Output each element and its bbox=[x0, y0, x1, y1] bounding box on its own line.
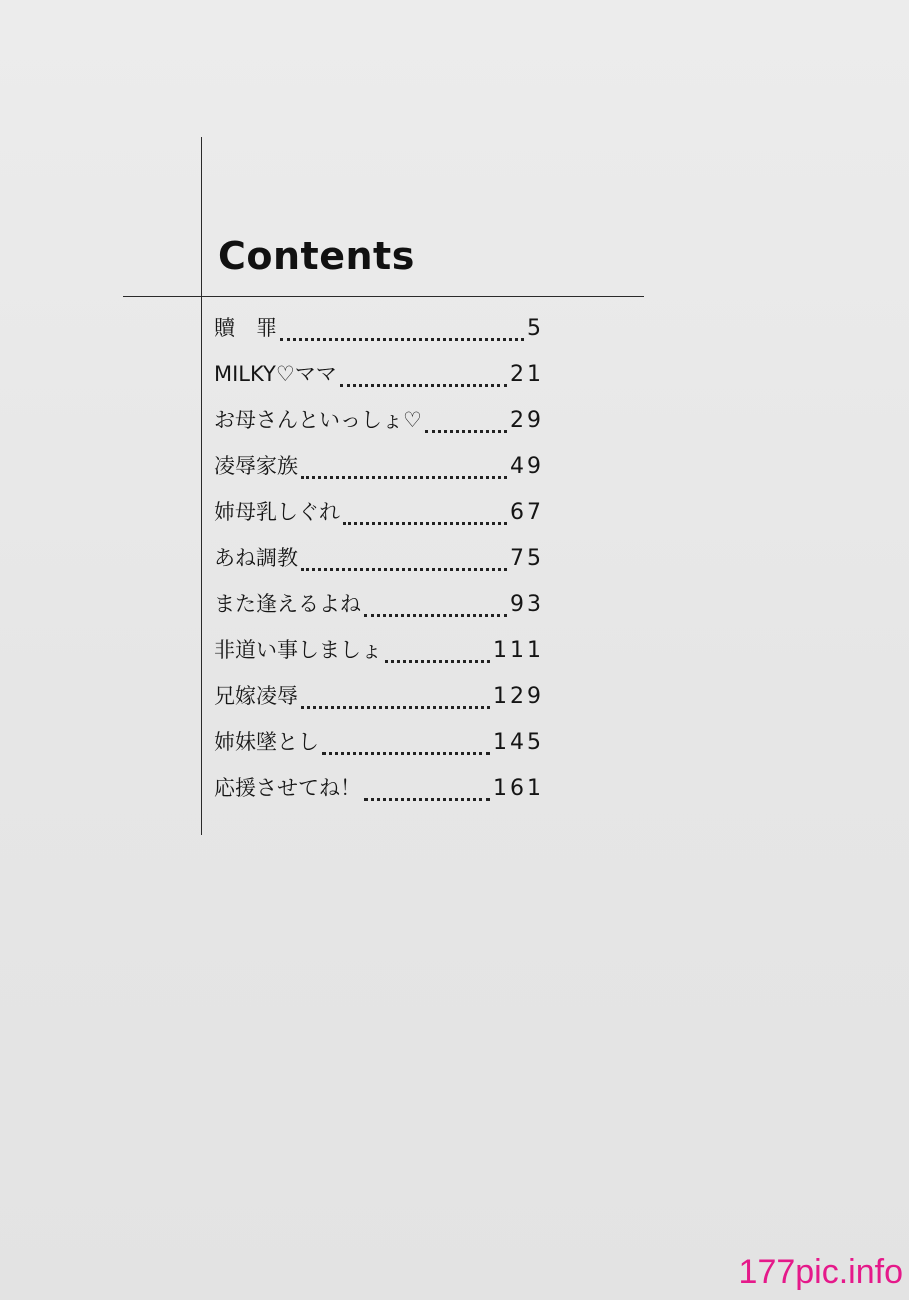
table-of-contents bbox=[214, 312, 544, 818]
toc-entry-page: 5 bbox=[527, 316, 544, 341]
toc-entry-page: 67 bbox=[510, 500, 544, 525]
toc-entry bbox=[214, 772, 544, 818]
dot-leader bbox=[280, 338, 524, 341]
toc-entry-page: 93 bbox=[510, 592, 544, 617]
toc-entry-title: 姉母乳しぐれ bbox=[214, 500, 340, 524]
toc-entry bbox=[214, 404, 544, 450]
contents-heading: Contents bbox=[218, 234, 415, 278]
toc-entry bbox=[214, 542, 544, 588]
dot-leader bbox=[340, 384, 507, 387]
toc-entry-title: 贖 罪 bbox=[214, 316, 277, 340]
toc-entry-title: MILKY♡ママ bbox=[214, 362, 337, 386]
toc-entry-title: 凌辱家族 bbox=[214, 454, 298, 478]
toc-entry-title: 姉妹墜とし bbox=[214, 730, 319, 754]
toc-entry-page: 161 bbox=[493, 776, 544, 801]
toc-entry-title: 応援させてね！ bbox=[214, 776, 361, 800]
toc-entry bbox=[214, 634, 544, 680]
toc-entry-page: 75 bbox=[510, 546, 544, 571]
toc-entry-page: 111 bbox=[493, 638, 544, 663]
toc-entry bbox=[214, 588, 544, 634]
dot-leader bbox=[364, 614, 507, 617]
toc-entry bbox=[214, 450, 544, 496]
vertical-rule bbox=[201, 137, 202, 835]
toc-entry-page: 129 bbox=[493, 684, 544, 709]
horizontal-rule bbox=[123, 296, 644, 297]
toc-entry-title: あね調教 bbox=[214, 546, 298, 570]
dot-leader bbox=[385, 660, 490, 663]
watermark-link[interactable]: 177pic.info bbox=[738, 1253, 903, 1291]
toc-entry-page: 49 bbox=[510, 454, 544, 479]
toc-entry-page: 29 bbox=[510, 408, 544, 433]
dot-leader bbox=[301, 476, 507, 479]
toc-entry-title: お母さんといっしょ♡ bbox=[214, 408, 422, 432]
dot-leader bbox=[364, 798, 490, 801]
dot-leader bbox=[425, 430, 507, 433]
toc-entry bbox=[214, 680, 544, 726]
toc-entry-page: 21 bbox=[510, 362, 544, 387]
dot-leader bbox=[322, 752, 490, 755]
toc-entry bbox=[214, 726, 544, 772]
toc-entry-title: また逢えるよね bbox=[214, 592, 361, 616]
toc-entry-page: 145 bbox=[493, 730, 544, 755]
dot-leader bbox=[301, 706, 490, 709]
toc-entry bbox=[214, 496, 544, 542]
dot-leader bbox=[301, 568, 507, 571]
toc-entry bbox=[214, 358, 544, 404]
toc-entry-title: 非道い事しましょ bbox=[214, 638, 382, 662]
toc-entry bbox=[214, 312, 544, 358]
dot-leader bbox=[343, 522, 507, 525]
toc-entry-title: 兄嫁凌辱 bbox=[214, 684, 298, 708]
